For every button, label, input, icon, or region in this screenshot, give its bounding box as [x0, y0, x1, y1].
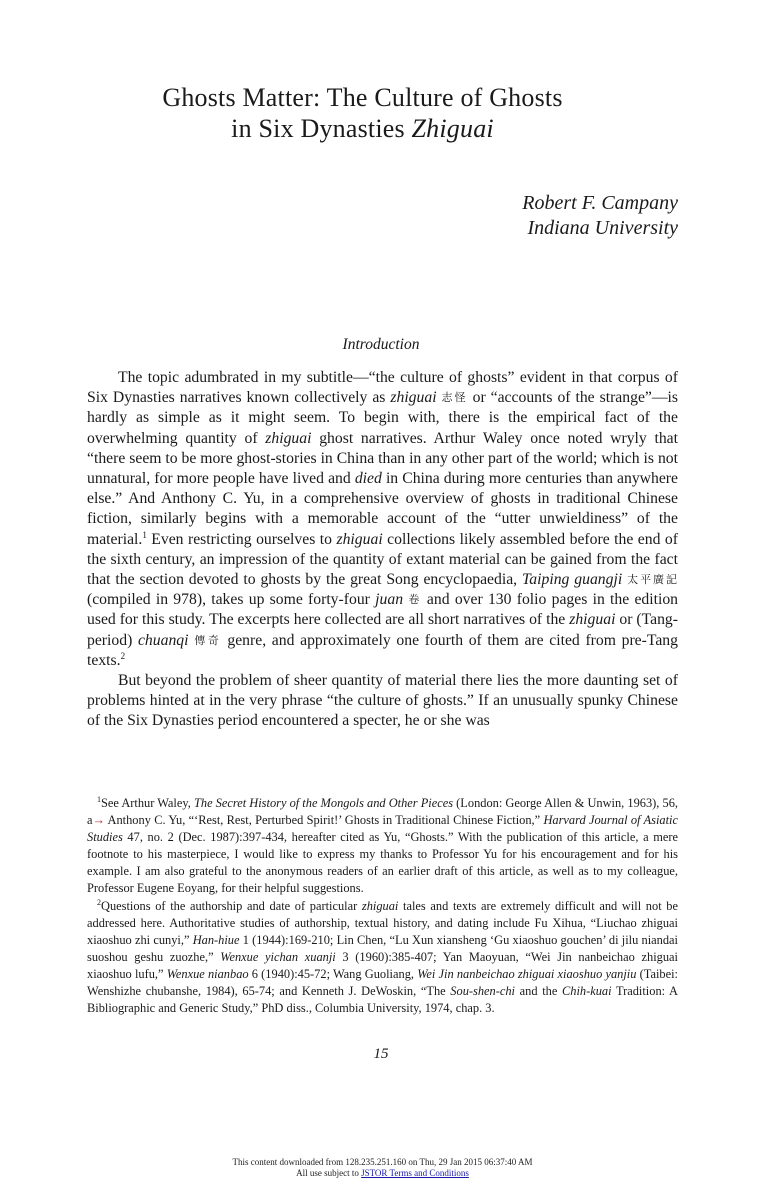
- footnote-1: [87, 795, 678, 898]
- footnotes: [87, 795, 678, 1017]
- terms-link[interactable]: JSTOR Terms and Conditions: [361, 1168, 469, 1178]
- download-notice: This content downloaded from 128.235.251.160 on Thu, 29 Jan 2015 06:37:40 AM: [232, 1157, 533, 1167]
- text-run: in China during more centuries than anywhere else.” And Anthony C. Yu, in a comprehensive overview of ghosts in traditional Chinese fiction, similarly begins with a memorable account of the “utter unwieldiness” of the material.: [87, 470, 678, 548]
- text-run: Even restricting ourselves to: [146, 530, 337, 548]
- text-run: The topic adumbrated in my subtitle—“the culture of ghosts” evident in that corpus of Six Dynasties narratives known collectively as: [87, 369, 678, 407]
- text-run: Tradition: A Bibliographic and Generic Study,” PhD diss., Columbia University, 1974, chap. 3.: [87, 984, 678, 1016]
- title-line-2-italic: Zhiguai: [411, 114, 494, 143]
- italic-term: Wenxue nianbao: [166, 966, 249, 981]
- italic-term: Wei Jin nanbeichao zhiguai xiaoshuo yanjiu: [417, 966, 637, 981]
- title-line-2-prefix: in Six Dynasties: [231, 114, 412, 143]
- chinese-characters: 傳奇: [194, 633, 222, 647]
- right-arrow-icon: →: [92, 813, 105, 828]
- italic-term: Harvard Journal of Asiatic Studies: [87, 813, 678, 845]
- terms-prefix: All use subject to: [296, 1168, 362, 1178]
- text-run: collections likely assembled before the end of the sixth century, an impression of the quantity of extant material can be gained from the fact that the section devoted to ghosts by the great Song encyclopaedia,: [87, 530, 678, 589]
- text-run: 3 (1960):385-407; Yan Maoyuan, “Wei Jin nanbeichao zhiguai xiaoshuo lufu,”: [87, 949, 678, 981]
- italic-term: Chih-kuai: [561, 984, 612, 999]
- paragraph-2: But beyond the problem of sheer quantity of material there lies the more daunting set of problems hinted at in the very phrase “the culture of ghosts.” If an unusually spunky Chinese of the Six Dynasties period encountered a specter, he or she was: [87, 672, 678, 730]
- italic-term: zhiguai: [390, 389, 437, 407]
- italic-term: died: [354, 470, 382, 488]
- footnote-ref-1: 1: [142, 529, 147, 540]
- text-run: (Taibei: Wenshizhe chubanshe, 1984), 65-74; and Kenneth J. DeWoskin, “The: [87, 966, 679, 999]
- chinese-characters: 太平廣記: [627, 573, 679, 587]
- download-footer: [0, 1157, 765, 1179]
- italic-term: zhiguai: [265, 429, 312, 447]
- italic-term: zhiguai: [361, 898, 399, 913]
- page-number: 15: [373, 1046, 389, 1062]
- author-affiliation: Indiana University: [527, 217, 678, 239]
- italic-term: zhiguai: [336, 530, 383, 548]
- chinese-characters: 卷: [408, 593, 422, 607]
- article-title: [60, 82, 665, 144]
- chinese-characters: 志怪: [441, 391, 468, 405]
- footnote-number: 2: [97, 897, 101, 907]
- section-heading: Introduction: [342, 336, 420, 353]
- footnote-ref-2: 2: [120, 650, 126, 661]
- terms-line: [0, 1168, 765, 1179]
- italic-term: The Secret History of the Mongols and Other Pieces: [193, 796, 454, 810]
- text-run: genre, and approximately one fourth of them are cited from pre-Tang texts.: [87, 631, 678, 669]
- text-run: Questions of the authorship and date of particular: [101, 898, 362, 913]
- author-name: Robert F. Campany: [522, 192, 678, 214]
- text-run: and over 130 folio pages in the edition used for this study. The excerpts here collected are all short narratives of the: [87, 591, 679, 629]
- italic-term: Taiping guangji: [522, 571, 623, 589]
- author-block: [522, 191, 678, 241]
- text-run: Anthony C. Yu, “‘Rest, Rest, Perturbed Spirit!’ Ghosts in Traditional Chinese Fiction,”: [104, 813, 544, 828]
- text-run: 47, no. 2 (Dec. 1987):397-434, hereafter cited as Yu, “Ghosts.” With the publication of this article, a mere footnote to his masterpiece, I would like to express my thanks to Professor Yu for his encouragement and for his example. I am also grateful to the anonymous readers of an earlier draft of this article, as well as to my colleague, Professor Eugene Eoyang, for their helpful suggestions.: [87, 830, 678, 896]
- italic-term: Han-hiue: [192, 932, 240, 947]
- paragraph-1: [87, 368, 678, 671]
- text-run: (compiled in 978), takes up some forty-four: [87, 591, 376, 609]
- text-run: 6 (1940):45-72; Wang Guoliang,: [248, 966, 418, 981]
- italic-term: juan: [375, 591, 404, 609]
- text-run: (London: George Allen & Unwin, 1963), 56, a: [87, 796, 678, 828]
- body-text: [87, 368, 678, 732]
- italic-term: zhiguai: [569, 611, 616, 629]
- footnote-number: 1: [97, 795, 101, 804]
- text-run: ghost narratives. Arthur Waley once noted wryly that “there seem to be more ghost-stories in China than in any other part of the world; which is not unnatural, for more people have lived and: [87, 429, 678, 488]
- text-run: or “accounts of the strange”—is hardly as simple as it might seem. To begin with, there is the empirical fact of the overwhelming quantity of: [87, 389, 679, 447]
- title-line-1: Ghosts Matter: The Culture of Ghosts: [162, 83, 563, 112]
- title-line-2: [60, 113, 665, 144]
- italic-term: Wenxue yichan xuanji: [220, 949, 336, 964]
- text-run: or (Tang-period): [87, 611, 678, 649]
- footnote-2: [87, 898, 678, 1018]
- italic-term: Sou-shen-chi: [450, 984, 515, 999]
- text-run: See Arthur Waley,: [101, 796, 194, 810]
- text-run: tales and texts are extremely difficult and will not be addressed here. Authoritative studies of authorship, textual history, and dating include Fu Xihua, “Liuchao zhiguai xiaoshuo zhi cunyi,”: [87, 898, 678, 947]
- text-run: and the: [515, 984, 562, 999]
- italic-term: chuanqi: [137, 631, 189, 649]
- text-run: 1 (1944):169-210; Lin Chen, “Lu Xun xiansheng ‘Gu xiaoshuo gouchen’ di jilu niandai suoshou geshu zuozhe,”: [87, 932, 678, 964]
